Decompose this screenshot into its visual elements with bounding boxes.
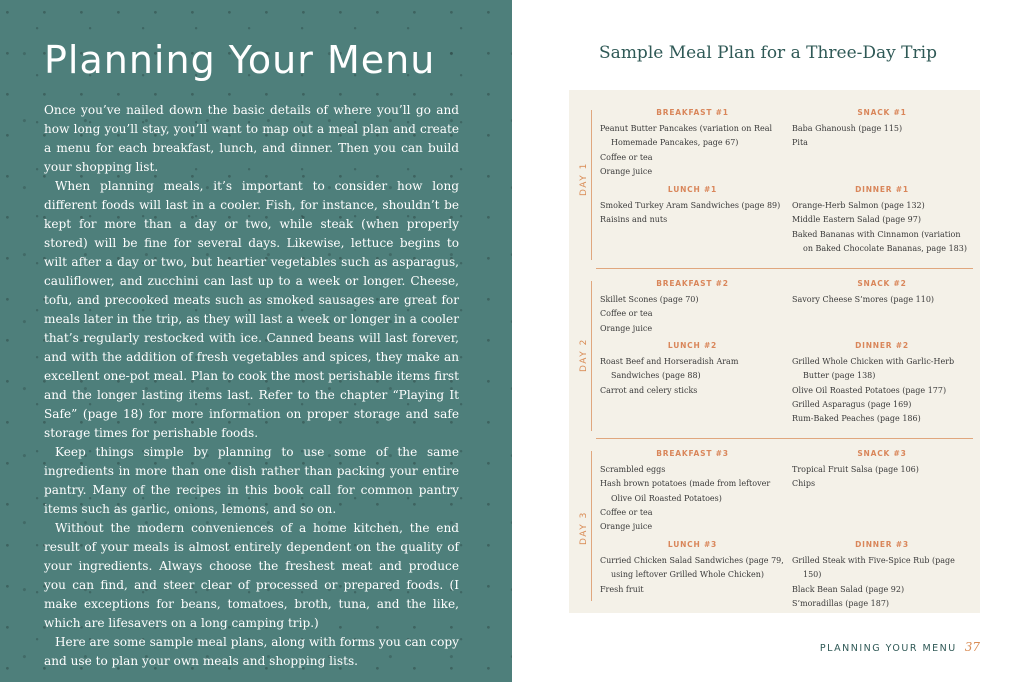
meal-item: Savory Cheese S’mores (page 110) [792, 295, 935, 304]
page-title: Planning Your Menu [44, 38, 436, 82]
day-separator [596, 438, 973, 439]
meal-heading: LUNCH #1 [667, 185, 718, 194]
meal-item: Tropical Fruit Salsa (page 106) [792, 465, 919, 474]
meal-snack-3 [792, 449, 972, 492]
meal-plan-title: Sample Meal Plan for a Three-Day Trip [599, 43, 937, 63]
meal-lunch-3 [600, 540, 785, 597]
meal-heading: SNACK #1 [857, 108, 907, 117]
meal-item: Olive Oil Roasted Potatoes (page 177) [792, 385, 947, 395]
day-label: DAY 1 [579, 162, 589, 196]
meal-heading: LUNCH #2 [667, 341, 718, 350]
paragraph: Without the modern conveniences of a home kitchen, the end result of your meals is almost entirely dependent on the quality of your ingredients. Always choose the freshest meat and produce you can find, and steer clear of processed or prepared foods. (I make exceptions for beans, tomatoes, broth, tuna, and the like, which are lifesavers on a long camping trip.) [44, 521, 459, 630]
body-text [44, 101, 459, 671]
meal-item: Smoked Turkey Aram Sandwiches (page 89) [600, 201, 781, 210]
meal-item: Coffee or tea [600, 309, 653, 319]
day-label: DAY 3 [579, 511, 589, 545]
meal-item: Black Bean Salad (page 92) [792, 584, 905, 594]
meal-item: Scrambled eggs [600, 465, 666, 474]
meal-heading: DINNER #1 [855, 185, 909, 194]
meal-item: Roast Beef and Horseradish Aram Sandwiches (page 88) [600, 357, 739, 381]
meal-item: Fresh fruit [600, 584, 644, 594]
meal-item: Skillet Scones (page 70) [600, 295, 699, 304]
meal-heading: BREAKFAST #3 [656, 449, 729, 458]
meal-item: Pita [792, 138, 808, 148]
meal-heading: BREAKFAST #2 [656, 279, 729, 288]
meal-item: Curried Chicken Salad Sandwiches (page 79, using leftover Grilled Whole Chicken) [600, 556, 784, 580]
meal-item: Baba Ghanoush (page 115) [792, 124, 903, 133]
meal-item: Peanut Butter Pancakes (variation on Real Homemade Pancakes, page 67) [600, 124, 773, 148]
page-footer [820, 640, 980, 654]
meal-item: Middle Eastern Salad (page 97) [792, 215, 921, 225]
page-number: 37 [964, 640, 980, 654]
meal-dinner-2 [792, 341, 972, 426]
meal-item: Orange juice [600, 323, 653, 333]
meal-item: Hash brown potatoes (made from leftover Olive Oil Roasted Potatoes) [600, 479, 771, 503]
meal-heading: DINNER #3 [855, 540, 909, 549]
meal-breakfast-2 [600, 279, 785, 336]
day-3-section [569, 445, 980, 610]
meal-lunch-1 [600, 185, 785, 228]
meal-item: Orange-Herb Salmon (page 132) [792, 201, 925, 210]
meal-heading: SNACK #2 [857, 279, 907, 288]
meal-dinner-3 [792, 540, 972, 611]
day-separator [596, 268, 973, 269]
meal-heading: SNACK #3 [857, 449, 907, 458]
meal-item: Carrot and celery sticks [600, 385, 698, 395]
meal-item: Grilled Steak with Five-Spice Rub (page 150) [792, 556, 955, 580]
meal-item: Chips [792, 479, 816, 489]
right-page [512, 0, 1024, 682]
meal-breakfast-1 [600, 108, 785, 179]
meal-heading: DINNER #2 [855, 341, 909, 350]
meal-heading: BREAKFAST #1 [656, 108, 729, 117]
paragraph: Keep things simple by planning to use some of the same ingredients in more than one dish rather than packing your entire pantry. Many of the recipes in this book call for common pantry items such as garlic, onions, lemons, and so on. [44, 445, 459, 516]
meal-item: S’moradillas (page 187) [792, 598, 890, 608]
day-label: DAY 2 [579, 338, 589, 372]
meal-item: Raisins and nuts [600, 215, 668, 225]
paragraph: Once you’ve nailed down the basic details of where you’ll go and how long you’ll stay, you’ll want to map out a meal plan and create a menu for each breakfast, lunch, and dinner. Then you can build your shopping list. [44, 103, 459, 174]
meal-item: Rum-Baked Peaches (page 186) [792, 414, 921, 424]
meal-dinner-1 [792, 185, 972, 256]
day-divider [591, 110, 592, 260]
meal-item: Orange juice [600, 166, 653, 176]
meal-heading: LUNCH #3 [667, 540, 718, 549]
running-head: PLANNING YOUR MENU [819, 643, 957, 654]
meal-breakfast-3 [600, 449, 785, 534]
meal-lunch-2 [600, 341, 785, 398]
meal-snack-2 [792, 279, 972, 307]
meal-item: Orange juice [600, 522, 653, 532]
meal-item: Coffee or tea [600, 507, 653, 517]
day-1-section [569, 104, 980, 269]
meal-item: Grilled Asparagus (page 169) [792, 399, 912, 409]
day-divider [591, 451, 592, 601]
meal-snack-1 [792, 108, 972, 151]
meal-plan-card [569, 90, 980, 613]
day-2-section [569, 275, 980, 437]
meal-item: Coffee or tea [600, 152, 653, 162]
meal-item: Grilled Whole Chicken with Garlic-Herb Butter (page 138) [792, 357, 955, 381]
paragraph: When planning meals, it’s important to consider how long different foods will last in a cooler. Fish, for instance, shouldn’t be kept for more than a day or two, while steak (when properly stored) will be fine for several days. Likewise, lettuce begins to wilt after a day or two, but heartier vegetables such as asparagus, cauliflower, and zucchini can last up to a week or longer. Cheese, tofu, and precooked meats such as smoked sausages are great for meals later in the trip, as they will last a week or longer in a cooler that’s regularly restocked with ice. Canned beans will last forever, and with the addition of fresh vegetables and spices, they make an excellent one-pot meal. Plan to cook the most perishable items first and the longer lasting items last. Refer to the chapter “Playing It Safe” (page 18) for more information on proper storage and safe storage times for perishable foods. [44, 179, 459, 440]
day-divider [591, 281, 592, 431]
meal-item: Baked Bananas with Cinnamon (variation on Baked Chocolate Bananas, page 183) [792, 229, 967, 253]
paragraph: Here are some sample meal plans, along with forms you can copy and use to plan your own meals and shopping lists. [44, 635, 459, 668]
